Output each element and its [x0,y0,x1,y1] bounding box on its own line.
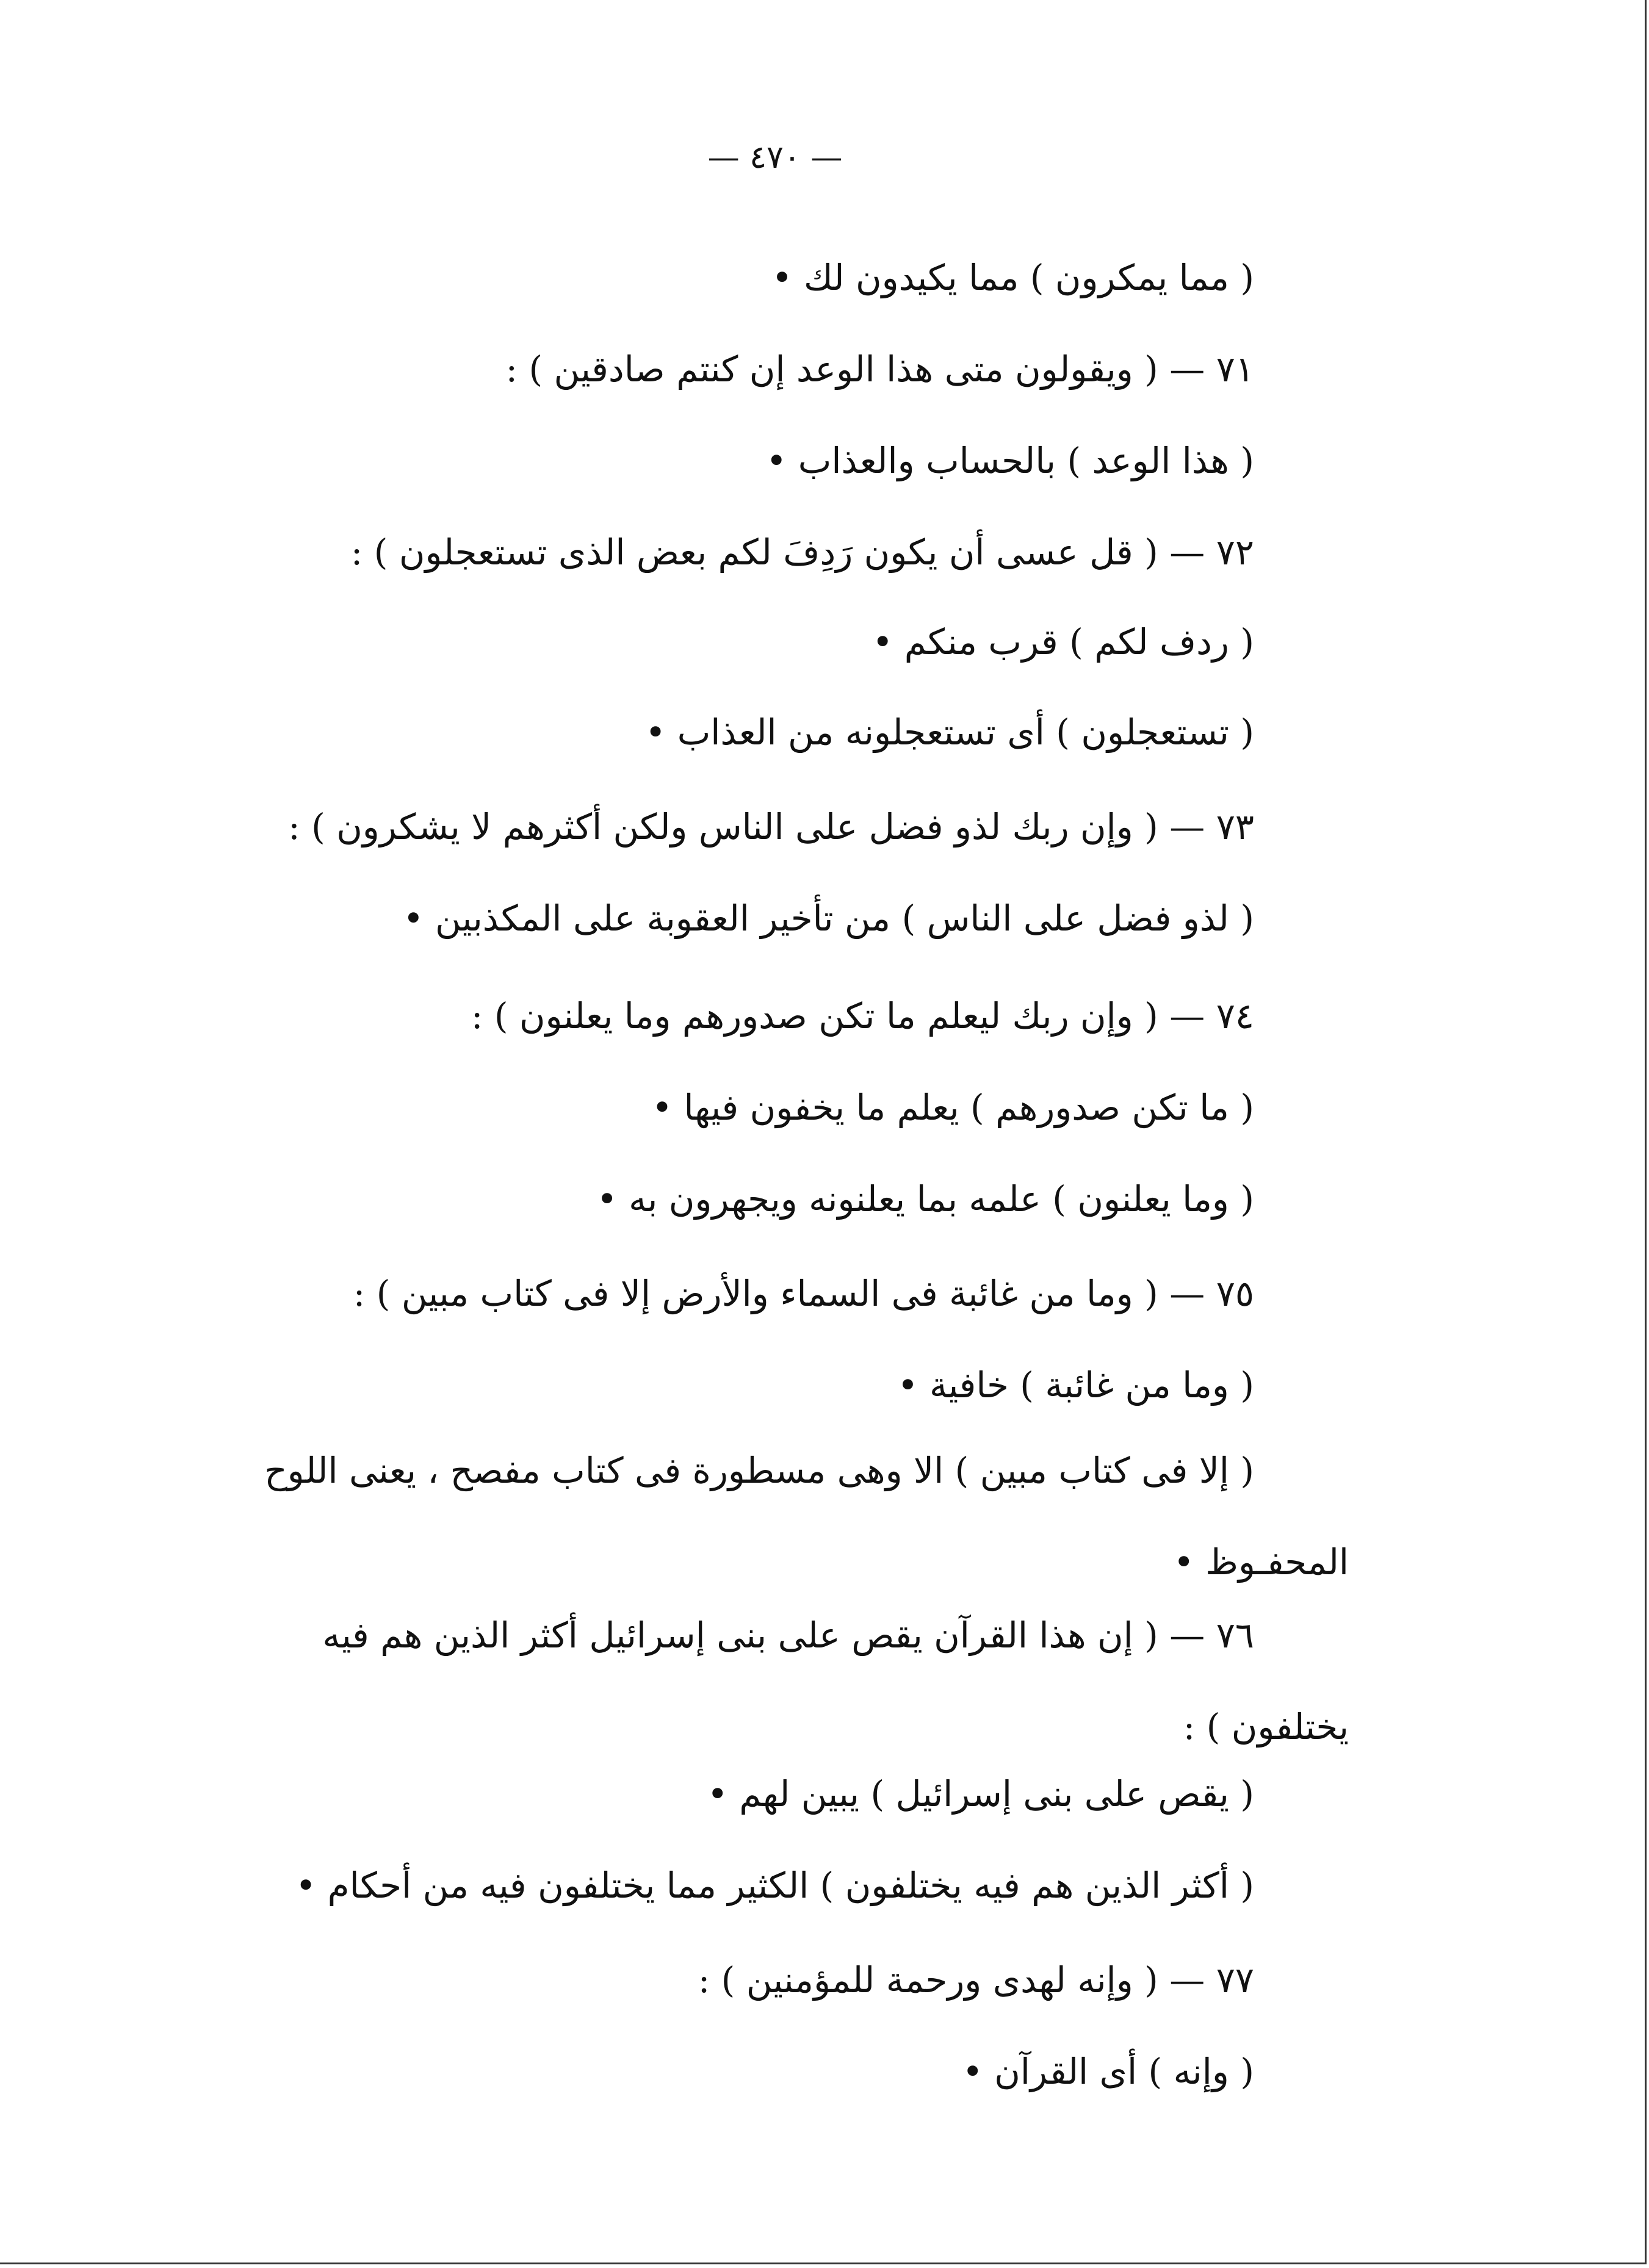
text-line: ( وإنه ) أى القرآن • [962,2051,1254,2092]
verse-line: ٧٣ — ( وإن ربك لذو فضل على الناس ولكن أكثرهم لا يشكرون ) : [288,806,1254,848]
text-line: ( لذو فضل على الناس ) من تأخير العقوبة على المكذبين • [403,898,1254,939]
text-line: ( ردف لكم ) قرب منكم • [872,621,1254,663]
verse-paragraph [183,1589,1349,1773]
verse-line: ٧١ — ( ويقولون متى هذا الوعد إن كنتم صادقين ) : [505,348,1254,390]
verse-line: ٧٧ — ( وإنه لهدى ورحمة للمؤمنين ) : [698,1959,1254,2001]
verse-line: ٧٥ — ( وما من غائبة فى السماء والأرض إلا فى كتاب مبين ) : [353,1273,1254,1314]
text-paragraph [183,1425,1349,1608]
text-line: ( مما يمكرون ) مما يكيدون لك • [771,257,1254,298]
paragraph-continuation: يختلفون ) : [1183,1706,1349,1748]
text-line: ( وما من غائبة ) خافية • [897,1364,1254,1406]
paragraph-text: ( إلا فى كتاب مبين ) الا وهى مسطورة فى كتاب مفصح ، يعنى اللوح [264,1450,1254,1491]
page-number: — ٤٧٠ — [707,139,843,176]
verse-line: ٧٢ — ( قل عسى أن يكون رَدِفَ لكم بعض الذى تستعجلون ) : [350,531,1254,573]
text-line: ( يقص على بنى إسرائيل ) يبين لهم • [707,1773,1254,1815]
paragraph-text: ٧٦ — ( إن هذا القرآن يقص على بنى إسرائيل أكثر الذين هم فيه [322,1615,1254,1656]
text-line: ( تستعجلون ) أى تستعجلونه من العذاب • [645,711,1254,753]
text-line: ( وما يعلنون ) علمه بما يعلنونه ويجهرون به • [596,1178,1254,1220]
verse-line: ٧٤ — ( وإن ربك ليعلم ما تكن صدورهم وما يعلنون ) : [471,995,1254,1037]
text-line: ( ما تكن صدورهم ) يعلم ما يخفون فيها • [651,1087,1254,1128]
paragraph-continuation: المحفـوظ • [1173,1541,1349,1583]
text-line: ( هذا الوعد ) بالحساب والعذاب • [766,440,1254,481]
text-line: ( أكثر الذين هم فيه يختلفون ) الكثير مما يختلفون فيه من أحكام • [295,1865,1254,1906]
